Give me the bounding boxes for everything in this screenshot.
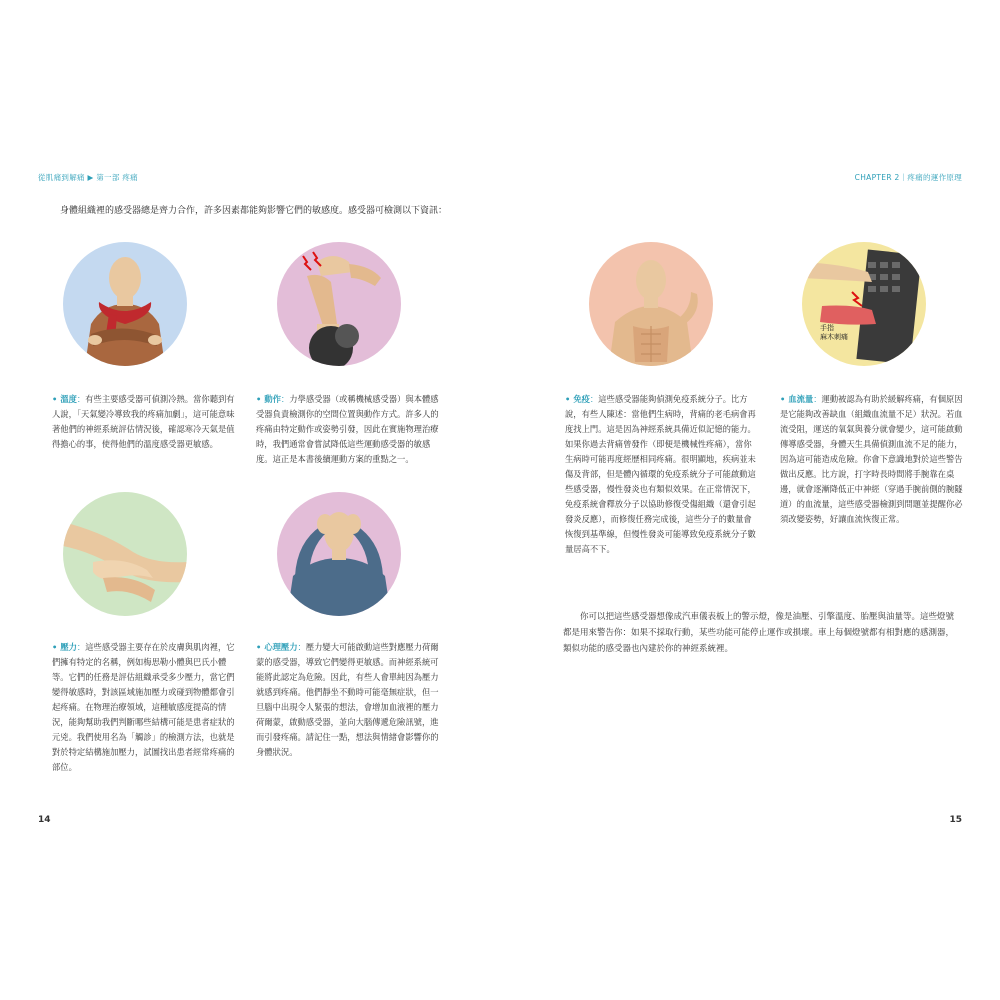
bloodflow-illustration bbox=[802, 242, 926, 366]
item-text: 有些主要感受器可偵測冷熱。當你聽到有人說，「天氣變冷導致我的疼痛加劇」，這可能意味著他們的神經系統評估情況後，確認寒冷天氣是值得擔心的事，使得他們的溫度感受器更敏感。 bbox=[52, 394, 235, 449]
item-term: 心理壓力 bbox=[264, 642, 298, 652]
pressure-illustration bbox=[63, 492, 187, 616]
numbness-label: 手指 麻木刺痛 bbox=[820, 324, 848, 341]
movement-illustration bbox=[277, 242, 401, 366]
right-page bbox=[500, 0, 1000, 1000]
running-head: 從肌痛到解痛 ▶ 第一部 疼痛 bbox=[38, 173, 138, 182]
item-term: 溫度 bbox=[60, 394, 77, 404]
item-text: 這些感受器能夠偵測免疫系統分子。比方說，有些人陳述：當他們生病時，背痛的老毛病會再度找上門。這是因為神經系統具備近似記憶的能力。如果你過去背痛曾發作（即便是機械性疼痛），當你生病時可能再度經歷相同疼痛。很明顯地，疾病並未傷及背部，但是體內循環的免疫系統分子可能啟動這些感受器，慢性發炎也有類似效果。在正常情況下，免疫系統會釋放分子以協助修復受傷組織（還會引起發炎反應），而修復任務完成後，這些分子的數量會恢復到基準線，但慢性發炎可能導致免疫系統分子數量居高不下。 bbox=[565, 394, 756, 554]
temperature-illustration bbox=[63, 242, 187, 366]
bullet-icon: • bbox=[52, 642, 58, 652]
sensor-item-movement: • 動作：力學感受器（或稱機械感受器）與本體感受器負責檢測你的空間位置與動作方式。許多人的疼痛由特定動作或姿勢引發，因此在實施物理治療時，我們通常會嘗試降低這些運動感受器的敏感度。這正是本書後續運動方案的重點之一。 bbox=[256, 394, 439, 464]
intro-text: 身體組織裡的感受器總是齊力合作，許多因素都能夠影響它們的敏感度。感受器可檢測以下資訊： bbox=[60, 206, 448, 216]
item-text: 這些感受器主要存在於皮膚與肌肉裡，它們擁有特定的名稱，例如梅思勒小體與巴氏小體等。它們的任務是評估組織承受多少壓力，當它們變得敏感時，對該區域施加壓力或碰到物體都會引起疼痛。在物理治療領域，這種敏感度提高的情況，能夠幫助我們判斷哪些結構可能是患者症狀的元兇。我們使用名為「觸診」的檢測方法，也就是對於特定結構施加壓力，試圖找出患者經常疼痛的部位。 bbox=[52, 642, 235, 772]
bullet-icon: • bbox=[256, 394, 262, 404]
page-number: 15 bbox=[949, 815, 962, 825]
item-term: 壓力 bbox=[60, 642, 77, 652]
item-term: 免疫 bbox=[573, 394, 590, 404]
item-text: 壓力變大可能啟動這些對應壓力荷爾蒙的感受器，導致它們變得更敏感。而神經系統可能將此認定為危險。因此，有些人會單純因為壓力就感到疼痛。他們靜坐不動時可能毫無症狀，但一旦腦中出現令人緊張的想法，會增加血液裡的壓力荷爾蒙，啟動感受器，並向大腦傳遞危險訊號，進而引發疼痛。請記住一點，想法與情緒會影響你的身體狀況。 bbox=[256, 642, 439, 757]
running-head: CHAPTER 2｜疼痛的運作原理 bbox=[854, 173, 962, 182]
sensor-item-immune: • 免疫：這些感受器能夠偵測免疫系統分子。比方說，有些人陳述：當他們生病時，背痛的老毛病會再度找上門。這是因為神經系統具備近似記憶的能力。如果你過去背痛曾發作（即便是機械性疼痛），當你生病時可能再度經歷相同疼痛。很明顯地，疾病並未傷及背部，但是體內循環的免疫系統分子可能啟動這些感受器，慢性發炎也有類似效果。在正常情況下，免疫系統會釋放分子以協助修復受傷組織（還會引起發炎反應），而修復任務完成後，這些分子的數量會恢復到基準線，但慢性發炎可能導致免疫系統分子數量居高不下。 bbox=[565, 394, 756, 554]
bullet-icon: • bbox=[52, 394, 58, 404]
item-text: 運動被認為有助於緩解疼痛，有個原因是它能夠改善缺血（組織血流量不足）狀況。若血流受阻，運送的氧氣與養分就會變少，這可能啟動傳導感受器，身體天生具備偵測血流不足的能力，因為這可能造成危險。你會下意識地對於這些警告做出反應。比方說，打字時長時間將手腕靠在桌邊，就會逐漸降低正中神經（穿過手腕前側的腕隧道）的血流量，這些感受器檢測到問題並提醒你必須改變姿勢，好讓血流恢復正常。 bbox=[780, 394, 963, 524]
bullet-icon: • bbox=[780, 394, 786, 404]
item-text: 力學感受器（或稱機械感受器）與本體感受器負責檢測你的空間位置與動作方式。許多人的疼痛由特定動作或姿勢引發，因此在實施物理治療時，我們通常會嘗試降低這些運動感受器的敏感度。這正是本書後續運動方案的重點之一。 bbox=[256, 394, 439, 464]
bullet-icon: • bbox=[565, 394, 571, 404]
sensor-item-temperature: • 溫度：有些主要感受器可偵測冷熱。當你聽到有人說，「天氣變冷導致我的疼痛加劇」，這可能意味著他們的神經系統評估情況後，確認寒冷天氣是值得擔心的事，使得他們的溫度感受器更敏感。 bbox=[52, 394, 235, 449]
item-term: 血流量 bbox=[788, 394, 814, 404]
dashboard-paragraph: 你可以把這些感受器想像成汽車儀表板上的警示燈，像是油壓、引擎溫度、胎壓與油量等。這些燈號都是用來警告你：如果不採取行動，某些功能可能停止運作或損壞。車上每個燈號都有相對應的感測器，類似功能的感受器也內建於你的神經系統裡。 bbox=[563, 612, 955, 654]
sensor-item-stress: • 心理壓力：壓力變大可能啟動這些對應壓力荷爾蒙的感受器，導致它們變得更敏感。而神經系統可能將此認定為危險。因此，有些人會單純因為壓力就感到疼痛。他們靜坐不動時可能毫無症狀，但一旦腦中出現令人緊張的想法，會增加血液裡的壓力荷爾蒙，啟動感受器，並向大腦傳遞危險訊號，進而引發疼痛。請記住一點，想法與情緒會影響你的身體狀況。 bbox=[256, 642, 439, 757]
stress-illustration bbox=[277, 492, 401, 616]
immune-illustration bbox=[589, 242, 713, 366]
sensor-item-bloodflow: • 血流量：運動被認為有助於緩解疼痛，有個原因是它能夠改善缺血（組織血流量不足）狀況。若血流受阻，運送的氧氣與養分就會變少，這可能啟動傳導感受器，身體天生具備偵測血流不足的能力，因為這可能造成危險。你會下意識地對於這些警告做出反應。比方說，打字時長時間將手腕靠在桌邊，就會逐漸降低正中神經（穿過手腕前側的腕隧道）的血流量，這些感受器檢測到問題並提醒你必須改變姿勢，好讓血流恢復正常。 bbox=[780, 394, 963, 524]
page-number: 14 bbox=[38, 815, 51, 825]
sensor-item-pressure: • 壓力：這些感受器主要存在於皮膚與肌肉裡，它們擁有特定的名稱，例如梅思勒小體與巴氏小體等。它們的任務是評估組織承受多少壓力，當它們變得敏感時，對該區域施加壓力或碰到物體都會引起疼痛。在物理治療領域，這種敏感度提高的情況，能夠幫助我們判斷哪些結構可能是患者症狀的元兇。我們使用名為「觸診」的檢測方法，也就是對於特定結構施加壓力，試圖找出患者經常疼痛的部位。 bbox=[52, 642, 235, 772]
item-term: 動作 bbox=[264, 394, 281, 404]
bullet-icon: • bbox=[256, 642, 262, 652]
